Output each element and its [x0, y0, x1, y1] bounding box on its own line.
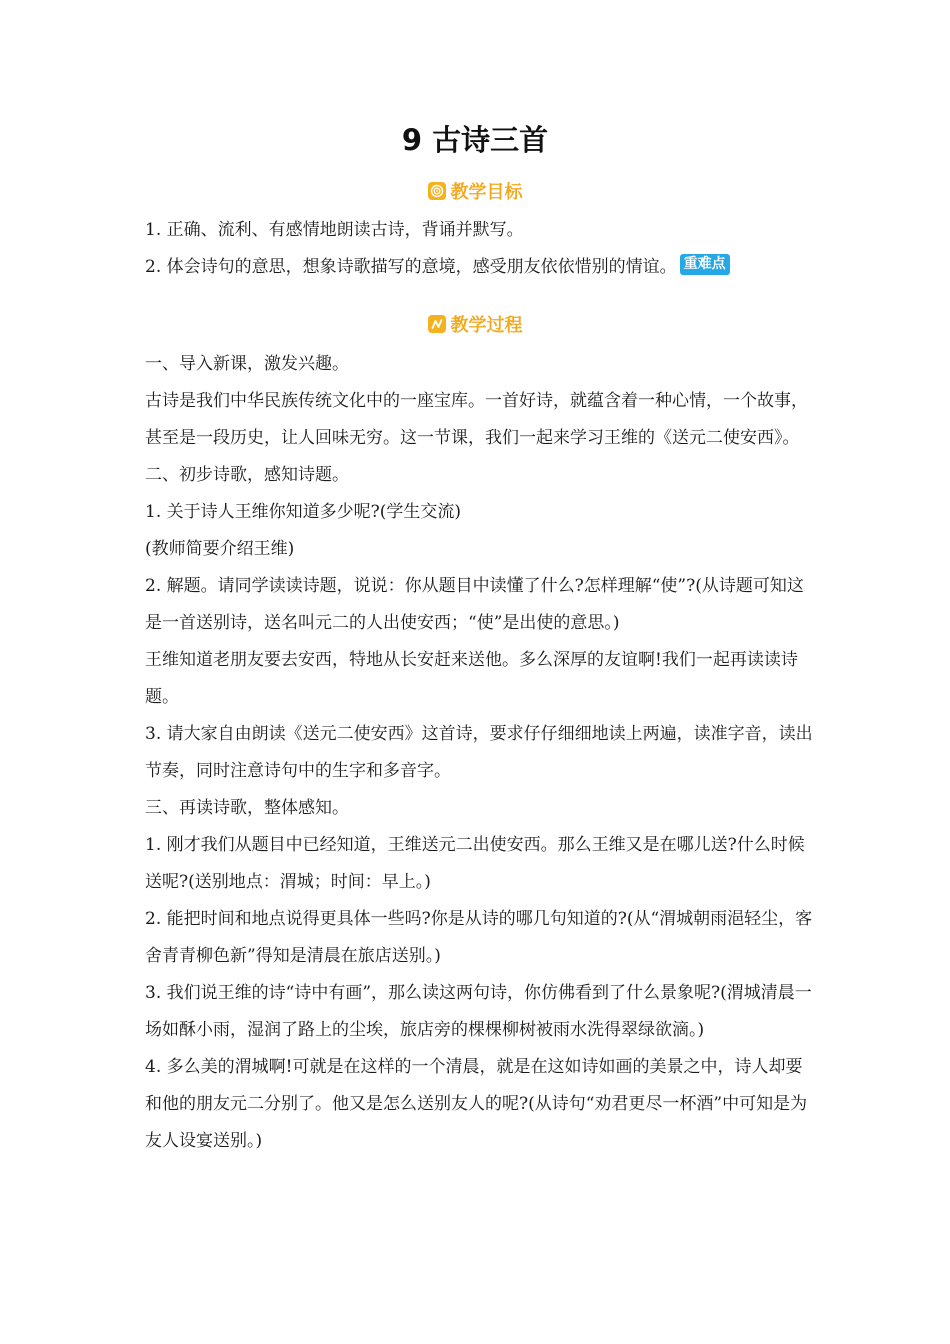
- process-paragraph: 3. 请大家自由朗读《送元二使安西》这首诗，要求仔仔细细地读上两遍，读准字音，读出节奏，同时注意诗句中的生字和多音字。: [145, 724, 813, 781]
- goals-heading-label: 教学目标: [450, 182, 523, 203]
- page-title: 9 古诗三首: [401, 123, 549, 157]
- process-paragraph: 1. 关于诗人王维你知道多少呢?(学生交流): [145, 502, 462, 522]
- process-icon: [428, 315, 446, 333]
- key-difficulty-badge: 重难点: [680, 254, 730, 275]
- process-heading-label: 教学过程: [450, 315, 523, 336]
- process-body: [145, 346, 813, 1160]
- goal-item: 2. 体会诗句的意思，想象诗歌描写的意境，感受朋友依依惜别的情谊。 重难点: [145, 249, 813, 286]
- process-paragraph: 王维知道老朋友要去安西，特地从长安赶来送他。多么深厚的友谊啊!我们一起再读读诗题。: [145, 650, 798, 707]
- process-paragraph: 1. 刚才我们从题目中已经知道，王维送元二出使安西。那么王维又是在哪儿送?什么时候送呢?(送别地点：渭城；时间：早上。): [145, 835, 805, 892]
- goal-item: 1. 正确、流利、有感情地朗读古诗，背诵并默写。: [145, 220, 524, 240]
- process-paragraph: 古诗是我们中华民族传统文化中的一座宝库。一首好诗，就蕴含着一种心情，一个故事，甚至是一段历史，让人回味无穷。这一节课，我们一起来学习王维的《送元二使安西》。: [145, 391, 808, 448]
- process-paragraph: 3. 我们说王维的诗“诗中有画”，那么读这两句诗，你仿佛看到了什么景象呢?(渭城清晨一场如酥小雨，湿润了路上的尘埃，旅店旁的棵棵柳树被雨水洗得翠绿欲滴。): [145, 983, 812, 1040]
- process-paragraph: 4. 多么美的渭城啊!可就是在这样的一个清晨，就是在这如诗如画的美景之中，诗人却要和他的朋友元二分别了。他又是怎么送别友人的呢?(从诗句“劝君更尽一杯酒”中可知是为友人设宴送别。): [145, 1057, 808, 1151]
- process-heading: [0, 311, 950, 337]
- process-paragraph: (教师简要介绍王维): [145, 539, 295, 559]
- process-paragraph: 2. 能把时间和地点说得更具体一些吗?你是从诗的哪几句知道的?(从“渭城朝雨浥轻尘，客舍青青柳色新”得知是清晨在旅店送别。): [145, 909, 813, 966]
- process-paragraph: 一、导入新课，激发兴趣。: [145, 354, 349, 374]
- process-paragraph: 2. 解题。请同学读读诗题，说说：你从题目中读懂了什么?怎样理解“使”?(从诗题可知这是一首送别诗，送名叫元二的人出使安西；“使”是出使的意思。): [145, 576, 804, 633]
- process-paragraph: 三、再读诗歌，整体感知。: [145, 798, 349, 818]
- process-paragraph: 二、初步诗歌，感知诗题。: [145, 465, 349, 485]
- target-icon: [428, 182, 446, 200]
- goals-list: [145, 212, 813, 286]
- goals-heading: [0, 178, 950, 204]
